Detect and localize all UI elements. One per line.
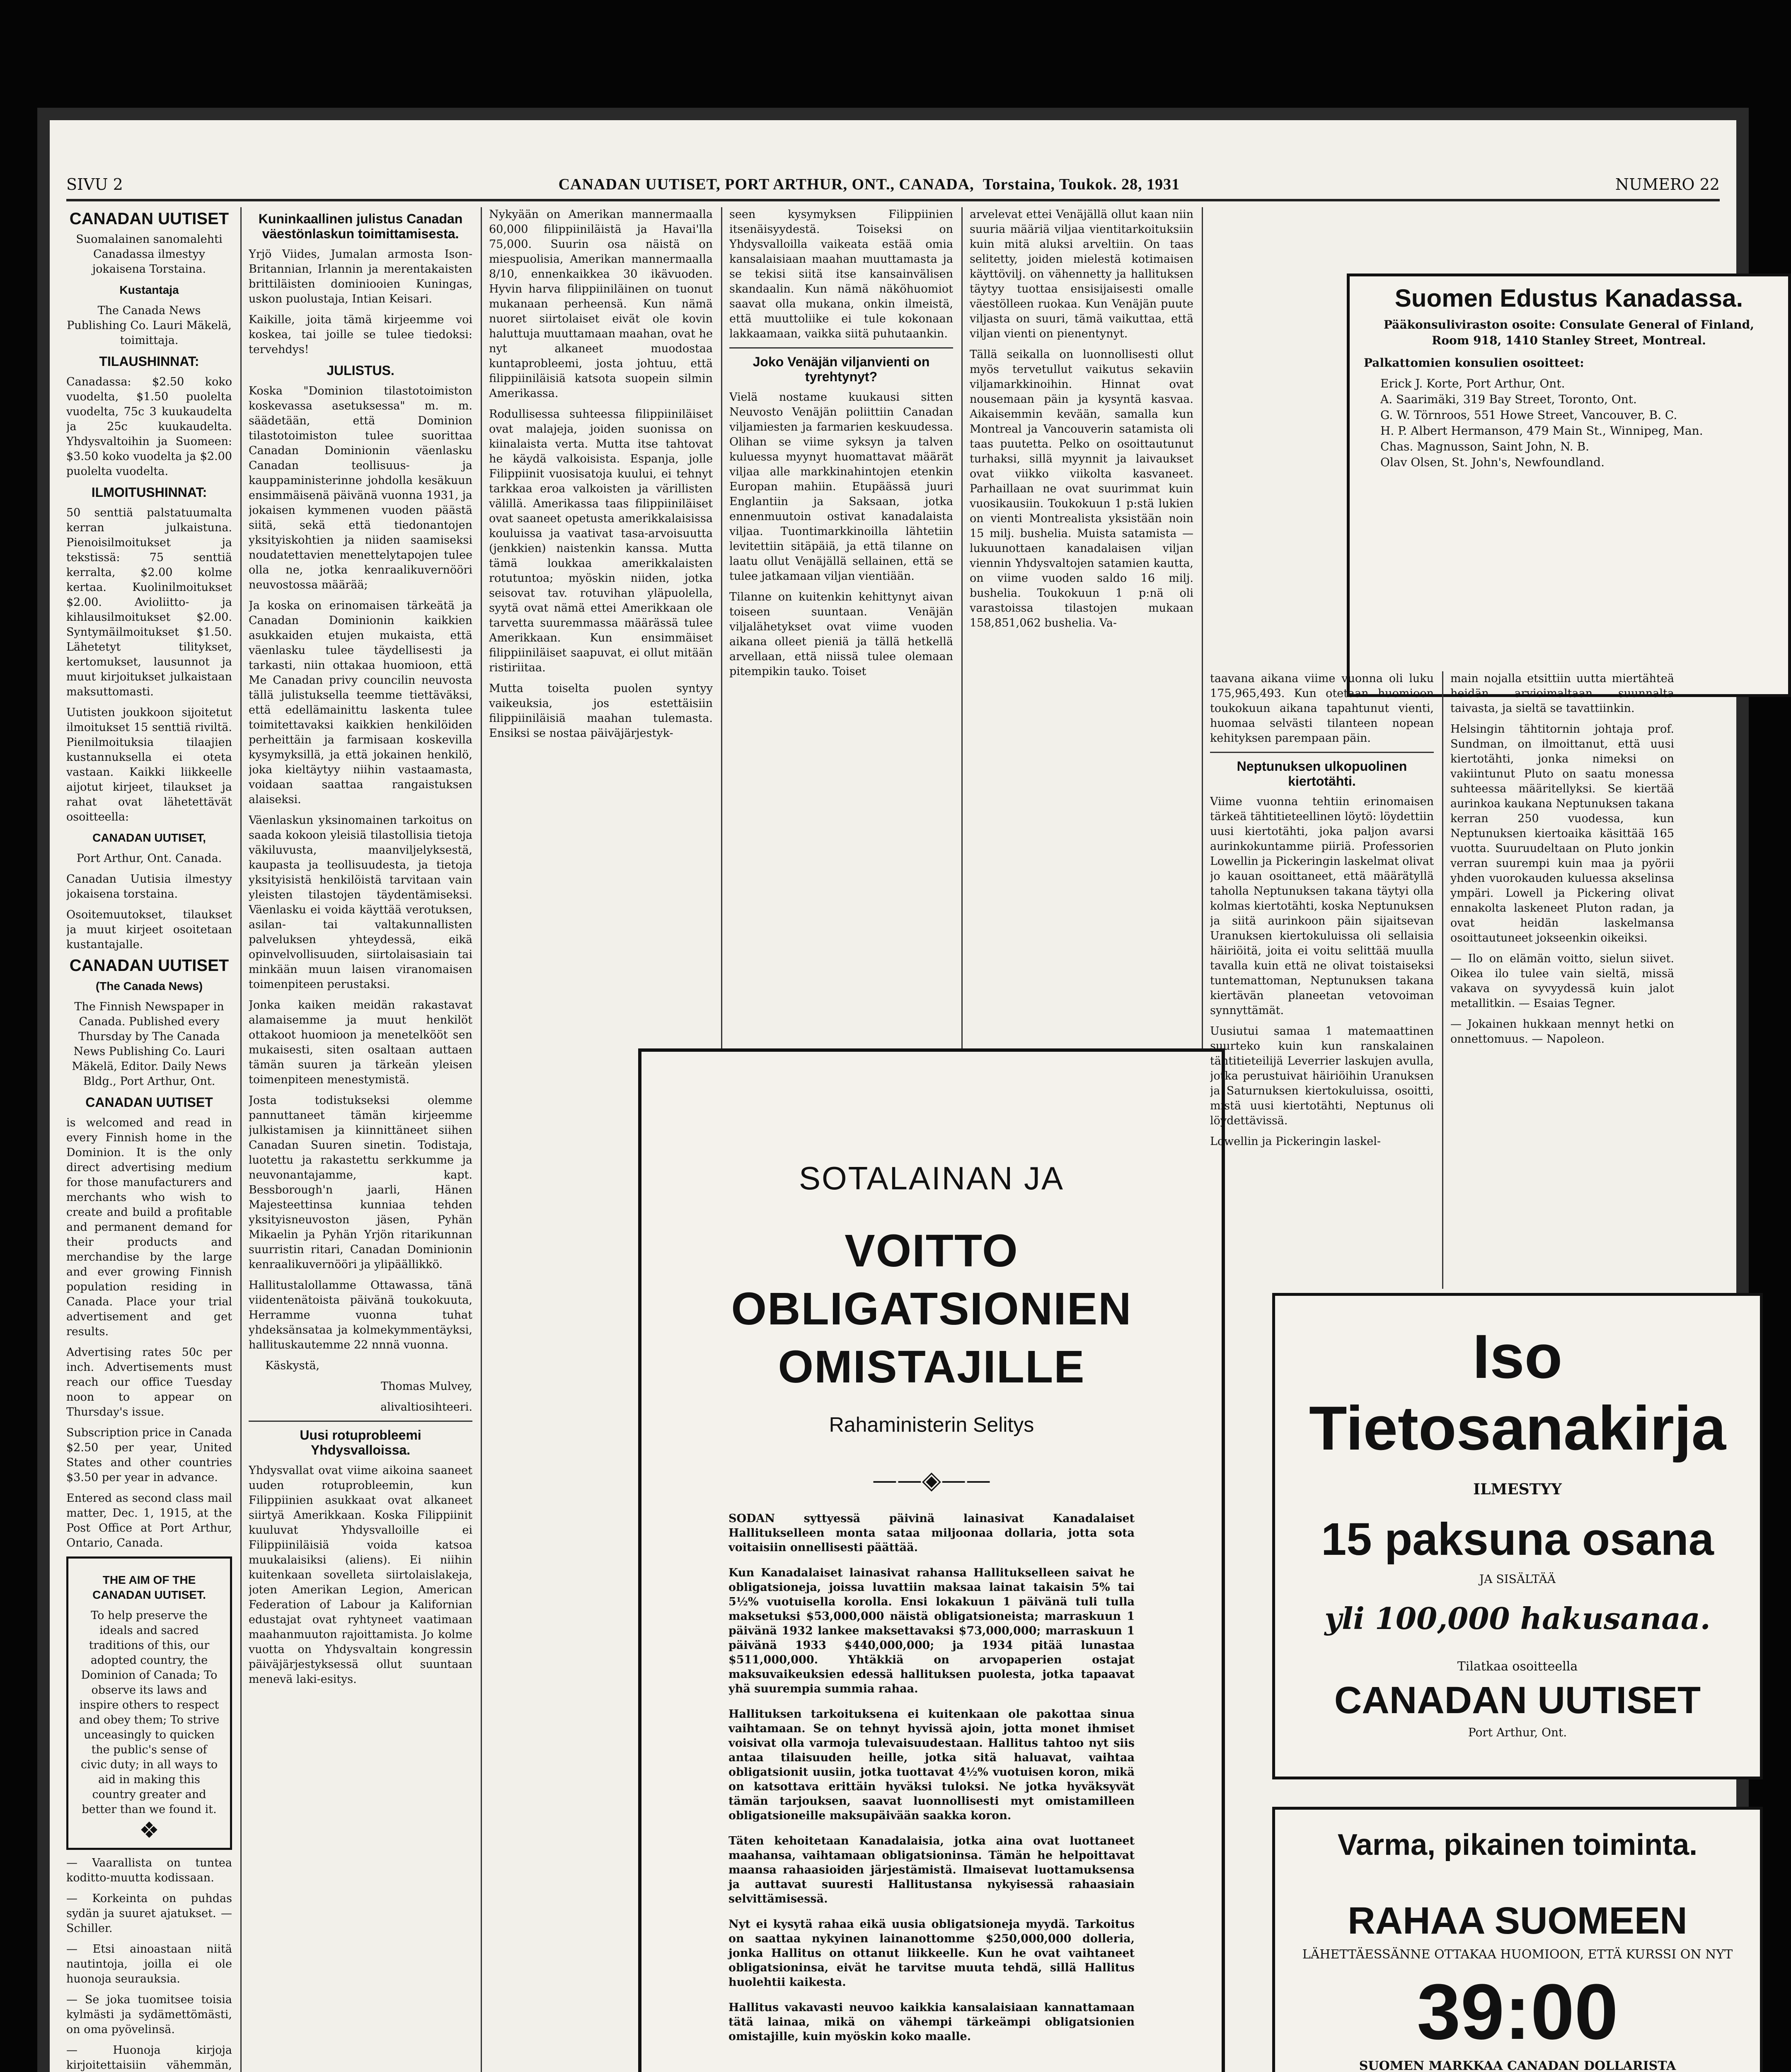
- ad-publisher: CANADAN UUTISET: [1334, 1679, 1701, 1721]
- article-paragraph: Tilanne on kuitenkin kehittynyt aivan toiseen suuntaan. Venäjän viljalähetykset ovat viime vuoden aikana olleet pieniä ja tällä hetkellä arvellaan, että niissä tulee olemaan pitempikin tauko. Toiset: [729, 591, 953, 678]
- article-paragraph: Jonka kaiken meidän rakastavat alamaisemme ja muut henkilöt ottakoot huomioon ja menetelkööt sen mukaisesti, siten osaltaan auttaen tämän suuren ja tärkeän yleisen toimenpiteen menestymistä.: [249, 999, 472, 1086]
- column-rule: [240, 207, 242, 2072]
- ad-subtitle: Palkattomien konsulien osoitteet:: [1364, 356, 1584, 370]
- intro-text: Suomalainen sanomalehti Canadassa ilmestyy jokaisena Torstaina.: [76, 233, 223, 276]
- bond-paragraph: Hallituksen tarkoituksena ei kuitenkaan ole pakottaa sinua vaihtamaan. Se on tehnyt hyvissä ajoin, jotta monet ihmiset voisivat olla varmoja tulevaisuudestaan. Hallitus tahtoo nyt siis antaa tilaisuuden heille, jotka sitä haluavat, vaihtaa obligatsionit uusiin, jotka tuottavat 4½% vuotuisen koron, mikä on katsottava erittäin hyväksi tuloksi. Ne jotka hyväksyvät tämän tarjouksen, saavat luonnollisesti myt omistamilleen obligatsioneille maksupäivään saakka koron.: [729, 1708, 1135, 1822]
- ad-entries: yli 100,000 hakusanaa.: [1324, 1601, 1711, 1636]
- article-paragraph: Nykyään on Amerikan mannermaalla 60,000 filippiiniläistä ja Havai'lla 75,000. Suurin osa näistä on miespuolisia, Amerikan mannermaalla 8/10, ennenkaikkea 30 ikävuoden. Hyvin harva filippiiniläinen on tuonut mukanaan perheensä. Kun nämä nuoret siirtolaiset eivät ole kovin haluttuja muuttamaan maahan, ovat he nyt alkaneet muodostaa kuntaprobleemi, josta johtuu, että filippiiniläisiä katsota suopein silmin Amerikassa.: [489, 208, 713, 400]
- english-heading: CANADAN UUTISET: [69, 956, 229, 975]
- note-text: Osoitemuutokset, tilaukset ja muut kirjeet osoitetaan kustantajalle.: [66, 908, 232, 951]
- bond-title-2: VOITTO OBLIGATSIONIEN OMISTAJILLE: [731, 1225, 1132, 1392]
- ad-rates-text-2: Uutisten joukkoon sijoitetut ilmoitukset 15 senttiä riviltä. Pienilmoituksia tilaajien kustannuksella ei oteta vastaan. Kaikki liikkeelle aijotut kirjeet, tilaukset ja rahat ovat lähetettävät osoitteella:: [66, 706, 232, 823]
- quote: — Jokainen hukkaan mennyt hetki on onnettomuus. — Napoleon.: [1450, 1018, 1674, 1046]
- ad-subtitle: ILMESTYY: [1473, 1481, 1562, 1498]
- consul-item: G. W. Törnroos, 551 Howe Street, Vancouver, B. C.: [1380, 408, 1677, 422]
- english-body: is welcomed and read in every Finnish home in the Dominion. It is the only direct advertising medium for those manufacturers and merchants who wish to create and build a profitable and permanent demand for their products and merchandise by the large and ever growing Finnish population residing in Canada. Place your trial advertisement and get results.: [66, 1116, 232, 1338]
- column-rule: [1442, 671, 1443, 1289]
- article-paragraph: Viime vuonna tehtiin erinomaisen tärkeä tähtitieteellinen löytö: löydettiin uusi kiertotähti, joka paljon avarsi aurinkokuntamme piiriä. Professorien Lowellin ja Pickeringin laskelmat olivat jo kauan osoittaneet, että määrätyllä taholla Neptunuksen takana täytyi olla kolmas kiertotähti, koska Neptunuksen ja siitä aurinkoon päin sijaitsevan Uranuksen kiertokuluissa oli sellaisia häiriöitä, joita ei voitu selittää muulla tavalla kuin että ne olivat toistaiseksi tuntemattoman, Neptunuksen takana kiertävän planeetan vetovoiman synnyttämät.: [1210, 795, 1434, 1017]
- aphorism: — Etsi ainoastaan niitä nautintoja, joilla ei ole huonoja seurauksia.: [66, 1943, 232, 1985]
- aphorism: — Korkeinta on puhdas sydän ja suuret ajatukset. — Schiller.: [66, 1892, 232, 1935]
- article-paragraph: arvelevat ettei Venäjällä ollut kaan niin suuria määriä viljaa vientitarkoituksiin kuin mitä aluksi arveltiin. On taas selitetty, joiden mielestä kotimaisen käyttövilj. on vähennetty ja hallituksen täytyy tuottaa ensisijaisesti omalle väestölleen ruokaa. Kun Venäjän puute viljasta on suuri, tämä vaikuttaa, että viljan vienti on pienentynyt.: [970, 208, 1193, 340]
- bond-body: [641, 1511, 1222, 2044]
- article-paragraph: Helsingin tähtitornin johtaja prof. Sundman, on ilmoittanut, että uusi kiertotähti, jonka nimeksi on vakiintunut Pluto on saatu monessa suhteessa määritellyksi. Se kiertää aurinkoa kaukana Neptunuksen takana kerran 250 vuodessa, kun Neptunuksen kiertoaika käsittää 165 vuotta. Suuruudeltaan on Pluto jonkin verran suurempi kuin maa ja pyörii yhden vuorokauden kuluessa akselinsa ympäri. Lowell ja Pickering olivat ennakolta laskeneet Pluton radan, ja ovat heidän laskelmansa osoittautuneet jokseenkin oikeiksi.: [1450, 723, 1674, 944]
- aphorism: — Huonoja kirjoja kirjoitettaisiin vähemmän,: [66, 2044, 232, 2072]
- bond-paragraph: Kun Kanadalaiset lainasivat rahansa Hallitukselleen saivat he obligatsioneja, joissa luvattiin maksaa lainat takaisin 5% tai 5½% vuotuisella korolla. Ensi lokakuun 1 päivänä tuli tulla maksetuksi $53,000,000 näistä obligatsioneista; marraskuun 1 päivänä 1932 lankee maksettavaksi $73,000,000; marraskuun 1 päivänä 1933 $440,000,000; ja 1934 pitää lunastaa $511,000,000. Yhtäkkiä on arvopaperien ostajat maksuvaikeuksien edessä hallituksen puolesta, jotka tapaavat yhä suurempia summia rahaa.: [729, 1566, 1135, 1695]
- article-heading: Kuninkaallinen julistus Canadan väestönlaskun toimittamisesta.: [258, 211, 463, 241]
- signer-name: Thomas Mulvey,: [381, 1380, 472, 1393]
- column-1: [66, 207, 232, 2072]
- publisher-text: The Canada News Publishing Co. Lauri Mäkelä, toimittaja.: [67, 304, 232, 347]
- column-2: [249, 207, 472, 2072]
- ad-rates-text: 50 senttiä palstatuumalta kerran julkaistuna. Pienoisilmoitukset ja tekstissä: 75 senttiä kerralta, $2.00 kolme kertaa. Kuolinilmoitukset $2.00. Avioliitto- ja kihlausilmoitukset $2.00. Syntymäilmoitukset $1.50. Lähetetyt tilitykset, kertomukset, lausunnot ja muut kirjoitukset julkaistaan maksuttomasti.: [66, 506, 232, 698]
- english-subheading: (The Canada News): [95, 980, 203, 992]
- finnish-representation-ad: [1347, 274, 1791, 697]
- article-paragraph: Koska "Dominion tilastotoimiston koskevassa asetuksessa" m. m. säädetään, että Dominion tilastotoimiston tulee suorittaa Canadan Dominionin väenlasku Canadan teollisuus- ja kauppaministerinne johdolla kesäkuun ensimmäisenä päivänä vuonna 1931, ja jokaisen kymmenen vuoden päästä siitä, sekä että tiedonantojen yksityiskohtien ja niiden saamiseksi noudatettavien menettelytapojen tulee olla ne, jotka kenraalikuvernööri neuvostossa määrää;: [249, 385, 472, 591]
- consul-list: [1364, 376, 1774, 470]
- article-heading: Neptunuksen ulkopuolinen kiertotähti.: [1210, 752, 1434, 789]
- article-paragraph: Mutta toiselta puolen syntyy vaikeuksia, jos estettäisiin filippiiniläisiä maahan tulemasta. Ensiksi se nostaa päiväjärjestyk-: [489, 682, 713, 740]
- bond-announcement: [638, 1048, 1225, 2072]
- aphorism: — Se joka tuomitsee toisia kylmästi ja sydämettömästi, on oma pyövelinsä.: [66, 1993, 232, 2036]
- consul-item: H. P. Albert Hermanson, 479 Main St., Winnipeg, Man.: [1380, 424, 1703, 438]
- aphorism-list: [66, 1856, 232, 2072]
- ad-rates-heading: ILMOITUSHINNAT:: [91, 485, 207, 500]
- address-name: CANADAN UUTISET,: [92, 831, 206, 844]
- bond-paragraph: Nyt ei kysytä rahaa eikä uusia obligatsioneja myydä. Tarkoitus on saattaa nykyinen lainanottomme $250,000,000 dolleria, jonka Hallitus on ottanut liikkeelle. Kun he ovat vaihtaneet obligatsioninsa, eivät he tarvitse muuta tehdä, sillä Hallitus huolehtii kaikesta.: [729, 1918, 1135, 1989]
- article-paragraph: Kaikille, joita tämä kirjeemme voi koskea, tai joille se tulee tiedoksi: tervehdys!: [249, 313, 472, 356]
- page-number: SIVU 2: [66, 175, 123, 194]
- aphorism: — Vaarallista on tuntea koditto-muutta kodissaan.: [66, 1857, 232, 1884]
- masthead: [66, 170, 1720, 201]
- bond-paragraph: Täten kehoitetaan Kanadalaisia, jotka aina ovat luottaneet maahansa, vaihtamaan obligatsioninsa. Tämän he helpoittavat maansa rahaasioiden järjestämistä. Ilmaisevat luottamuksensa ja auttavat suuresti Hallitustansa nykyisessä rahaasiain selvittämisessä.: [729, 1835, 1135, 1905]
- consul-item: A. Saarimäki, 319 Bay Street, Toronto, Ont.: [1380, 392, 1637, 406]
- article-paragraph: Rodullisessa suhteessa filippiiniläiset ovat malajeja, joiden suonissa on kiinalaista verta. Mutta itse tahtovat he käydä valkoisista. Espanja, jolle Filippiinit vuosisatoja kuului, ei tehnyt tarkkaa eroa valkoisten ja värillisten välillä. Amerikassa taas filippiiniläiset ovat saaneet opetusta amerikkalaisissa kouluissa ja vaativat tasa-arvoisuutta (jenkkien) naistenkin kanssa. Mutta tämä loukkaa amerikkalaisten rotutuntoa; myöskin niiden, jotka seisovat tav. rotuvihan yläpuolella, syytä ovat nämä ettei Amerikkaan ole tarvetta suuremmassa määrässä tulee Amerikkaan. Kun ensimmäiset filippiiniläiset saapuvat, ei ollut mitään ristiriitaa.: [489, 408, 713, 674]
- english-publisher: The Finnish Newspaper in Canada. Published every Thursday by The Canada News Publishing Co. Lauri Mäkelä, Editor. Daily News Bldg., Port Arthur, Ont.: [72, 1000, 227, 1088]
- money-transfer-ad: [1272, 1807, 1763, 2072]
- encyclopedia-ad: [1272, 1293, 1763, 1779]
- consul-item: Erick J. Korte, Port Arthur, Ont.: [1380, 377, 1565, 390]
- english-subscription: Subscription price in Canada $2.50 per year, United States and other countries $3.50 per year in advance.: [66, 1426, 232, 1484]
- subscription-text: Canadassa: $2.50 koko vuodelta, $1.50 puolelta vuodelta, 75c 3 kuukaudelta ja 25c kuukaudelta. Yhdysvaltoihin ja Suomeen: $3.50 koko vuodelta ja $2.00 puolelta vuodelta.: [66, 375, 232, 478]
- column-4: [729, 207, 953, 1015]
- ad-title: Iso Tietosanakirja: [1309, 1322, 1726, 1463]
- english-rates: Advertising rates 50c per inch. Advertisements must reach our office Tuesday noon to appear on Thursday's issue.: [66, 1346, 232, 1418]
- ad-contains: JA SISÄLTÄÄ: [1479, 1572, 1556, 1586]
- ad-address: Pääkonsuliviraston osoite: Consulate General of Finland, Room 918, 1410 Stanley Street, Montreal.: [1384, 318, 1754, 347]
- english-entered: Entered as second class mail matter, Dec. 1, 1915, at the Post Office at Port Arthur, Ontario, Canada.: [66, 1492, 232, 1549]
- article-subheading: JULISTUS.: [327, 363, 395, 378]
- subscription-heading: TILAUSHINNAT:: [99, 354, 199, 369]
- article-paragraph: Josta todistukseksi olemme pannuttaneet tämän kirjeemme julkistamisen ja kiinnittäneet siihen Canadan Suuren sinetin. Todistaja, luotettu ja rakastettu serkkumme ja neuvonantajamme, kapt. Bessborough'n jaarli, Hänen Majesteettinsa kunniaa tehden yksityisneuvoston jäsen, Pyhän Mikaelin ja Pyhän Yrjön ritarikunnan suurristin ritari, Canadan Dominionin kenraalikuvernööri ja ylipäällikkö.: [249, 1094, 472, 1271]
- bond-subtitle: Rahaministerin Selitys: [829, 1413, 1034, 1436]
- bond-paragraph: Hallitus vakavasti neuvoo kaikkia kansalaisiaan kannattamaan tätä lainaa, mikä on vähempi tärkeämpi obligatsionien omistajille, kuin myöskin koko maalle.: [729, 2001, 1135, 2043]
- signer-title: alivaltiosihteeri.: [380, 1401, 472, 1414]
- column-7: [1450, 671, 1674, 1293]
- publisher-label: Kustantaja: [119, 283, 179, 296]
- paper-name: CANADAN UUTISET: [69, 210, 229, 228]
- column-6: [1210, 671, 1434, 1293]
- quote: — Ilo on elämän voitto, sielun siivet. Oikea ilo tulee vain sieltä, missä vakava on syvyydessä kuin jalot metallitkin. — Esaias Tegner.: [1450, 952, 1674, 1010]
- article-paragraph: seen kysymyksen Filippiinien itsenäisyydestä. Toiseksi on Yhdysvalloilla vaikeata estää omia kansalaisiaan maahan muuttamasta ja se tekisi siitä itse kansainvälisen skandaalin. Kun nämä näköhuomiot saavat olla mukana, onkin ilmeistä, että muuttoliike ei tule kokonaan lakkaamaan, vaikka siitä puhutaankin.: [729, 208, 953, 340]
- masthead-title: CANADAN UUTISET, PORT ARTHUR, ONT., CANADA, Torstaina, Toukok. 28, 1931: [558, 176, 1180, 193]
- article-paragraph: Väenlaskun yksinomainen tarkoitus on saada kokoon yleisiä tilastollisia tietoja väkiluvusta, maanviljelyksestä, kaupasta ja teollisuudesta, ja tietoja yksityisistä henkilöistä tarvitaan vain yleisten tilastojen täydentämiseksi. Väenlasku ei voida käyttää verotuksen, asilan- tai valtakunnallisten palveluksen yhteydessä, eikä opinvelvollisuuden, siirtolaisasiain tai minkään muun laisen viranomaisen toimenpiteen perustaksi.: [249, 814, 472, 991]
- newspaper-page: [50, 120, 1754, 2072]
- exchange-rate-label: SUOMEN MARKKAA CANADAN DOLLARISTA: [1359, 2059, 1676, 2072]
- article-paragraph: taavana aikana viime vuonna oli luku 175,965,493. Kun otetaan huomioon toukokuun aikana tapahtunut vienti, huomaa selvästi tilanteen nopean kehityksen parempaan päin.: [1210, 672, 1434, 745]
- aim-box: [66, 1556, 232, 1850]
- aim-body: To help preserve the ideals and sacred traditions of this, our adopted country, the Dominion of Canada; To observe its laws and inspire others to respect and obey them; To strive unceasingly to quicken the public's sense of civic duty; in all ways to aid in making this country greater and better than we found it.: [79, 1609, 220, 1816]
- consul-item: Olav Olsen, St. John's, Newfoundland.: [1380, 455, 1605, 469]
- article-heading: Uusi rotuprobleemi Yhdysvalloissa.: [249, 1421, 472, 1457]
- aim-heading: THE AIM OF THE CANADAN UUTISET.: [92, 1573, 206, 1601]
- ad-volumes: 15 paksuna osana: [1321, 1514, 1714, 1565]
- ornament-icon: ——◈——: [872, 1466, 991, 1495]
- consul-item: Chas. Magnusson, Saint John, N. B.: [1380, 440, 1590, 453]
- ad-headline: Varma, pikainen toiminta.: [1337, 1828, 1698, 1861]
- exchange-rate: 39:00: [1417, 1968, 1618, 2056]
- ad-title: RAHAA SUOMEEN: [1348, 1900, 1687, 1942]
- column-5: [970, 207, 1193, 1015]
- article-paragraph: Ja koska on erinomaisen tärkeätä ja Canadan Dominionin kaikkien asukkaiden etujen mukaista, että väenlasku tulee täydellisesti ja tarkasti, niin ottakaa huomioon, että Me Canadan privy councilin neuvosta tällä julistuksella teemme tiettäväksi, että edellämainittu laskenta tulee toimitettavaksi kaikkien henkilöiden perheittäin ja farmisaan koskevilla kysymyksillä, ja että jokainen henkilö, joka kieltäytyy niihin vastaamasta, voidaan saattaa rangaistuksen alaiseksi.: [249, 599, 472, 806]
- column-3: [489, 207, 713, 1015]
- ad-title: Suomen Edustus Kanadassa.: [1394, 284, 1743, 312]
- ad-order-label: Tilatkaa osoitteella: [1457, 1659, 1578, 1674]
- english-heading-2: CANADAN UUTISET: [85, 1095, 213, 1110]
- article-paragraph: main nojalla etsittiin uutta miertähteä heidän arvioimaltaan suunnalta taivasta, ja sieltä se tavattiinkin.: [1450, 672, 1674, 715]
- note-text: Canadan Uutisia ilmestyy jokaisena torstaina.: [66, 873, 232, 900]
- ad-notice: LÄHETTÄESSÄNNE OTTAKAA HUOMIOON, ETTÄ KURSSI ON NYT: [1302, 1947, 1733, 1962]
- article-paragraph: Lowellin ja Pickeringin laskel-: [1210, 1135, 1381, 1148]
- article-heading: Joko Venäjän viljanvienti on tyrehtynyt?: [729, 347, 953, 384]
- bond-title-1: SOTALAINAN JA: [799, 1160, 1065, 1196]
- address-city: Port Arthur, Ont. Canada.: [76, 852, 222, 865]
- article-paragraph: Vielä nostame kuukausi sitten Neuvosto Venäjän poliittiin Canadan viljamiesten ja farmarien keskuudessa. Olihan se viime syksyn ja talven kuluessa myynyt huomattavat määrät viljaa alle markkinahintojen etenkin Europan mahiin. Etupäässä juuri Englantiin ja Saksaan, jotka ennenmuutoin ostivat kanadalaista viljaa. Tuontimarkkinoilla lähtetiin levitettiin sitäpäiä, ja että tilanne on laatu ollut Venäjällä sellainen, että se tulee jatkamaan viljan vientiään.: [729, 391, 953, 583]
- column-rule: [481, 207, 482, 2072]
- article-paragraph: Yhdysvallat ovat viime aikoina saaneet uuden rotuprobleemin, kun Filippiinien asukkaat ovat alkaneet siirtyä Amerikkaan. Koska Filippiinit kuuluvat Yhdysvalloille ei Filippiiniläisiä voida katsoa muukalaisiksi (aliens). Ei niihin kuitenkaan sovelleta siirtolaislakeja, joten Amerikan Legion, American Federation of Labour ja Kalifornian edustajat ovat ryhtyneet vaatimaan maahanmuuton rajoittamista. Jo kolme vuotta on Yhdysvaltain kongressin päiväjärjestyksessä ollut suuntaan menevä laki-esitys.: [249, 1464, 472, 1686]
- order-label: Käskystä,: [265, 1359, 320, 1372]
- article-paragraph: Uusiutui samaa 1 matemaattinen suurteko kuin kun ranskalainen tähtitieteilijä Leverrier laskujen avulla, jotka perustuivat häiriöihin Uranuksen ja Saturnuksen kiertokuluissa, osoitti, mistä uusi kiertotähti, Neptunus oli löydettävissä.: [1210, 1025, 1434, 1127]
- article-paragraph: Hallitustalollamme Ottawassa, tänä viidentenätoista päivänä toukokuuta, Herramme vuonna tuhat yhdeksänsataa ja kolmekymmentäyksi, hallituskautemme 22 nnnä vuonna.: [249, 1279, 472, 1351]
- bond-paragraph: SODAN syttyessä päivinä lainasivat Kanadalaiset Hallitukselleen monta sataa miljoonaa dollaria, jotta sota voitaisiin onnellisesti päättää.: [729, 1512, 1135, 1554]
- article-paragraph: Yrjö Viides, Jumalan armosta Ison-Britannian, Irlannin ja merentakaisten brittiläisten dominiooien Kuningas, uskon puolustaja, Intian Keisari.: [249, 248, 472, 305]
- article-paragraph: Tällä seikalla on luonnollisesti ollut myös tervetullut vaikutus sekaviin viljamarkkinoihin. Hinnat ovat nousemaan päin ja kysyntä kasvaa. Aikaisemmin kevään, samalla kun Montreal ja Vancouverin satamista oli taas puutetta. Pelko on osoittautunut turhaksi, sillä myynnit ja laivaukset ovat viikko viikolta kasvaneet. Parhaillaan ne ovat suurimmat kuin vuosikausiin. Toukokuun 1 p:stä lukien on vienti Montrealista yksistään noin 15 milj. bushelia. Muista satamista — lukuunottaen kanadalaisen viljan viennin Yhdysvaltojen satamien kautta, on viime vuoden saldo 16 milj. bushelia. Toukokuun 1 p:nä oli varastoissa tilastojen mukaan 158,851,062 bushelia. Va-: [970, 348, 1193, 629]
- ornament-icon: ❖: [139, 1817, 160, 1843]
- issue-number: NUMERO 22: [1615, 175, 1720, 194]
- ad-city: Port Arthur, Ont.: [1468, 1726, 1567, 1739]
